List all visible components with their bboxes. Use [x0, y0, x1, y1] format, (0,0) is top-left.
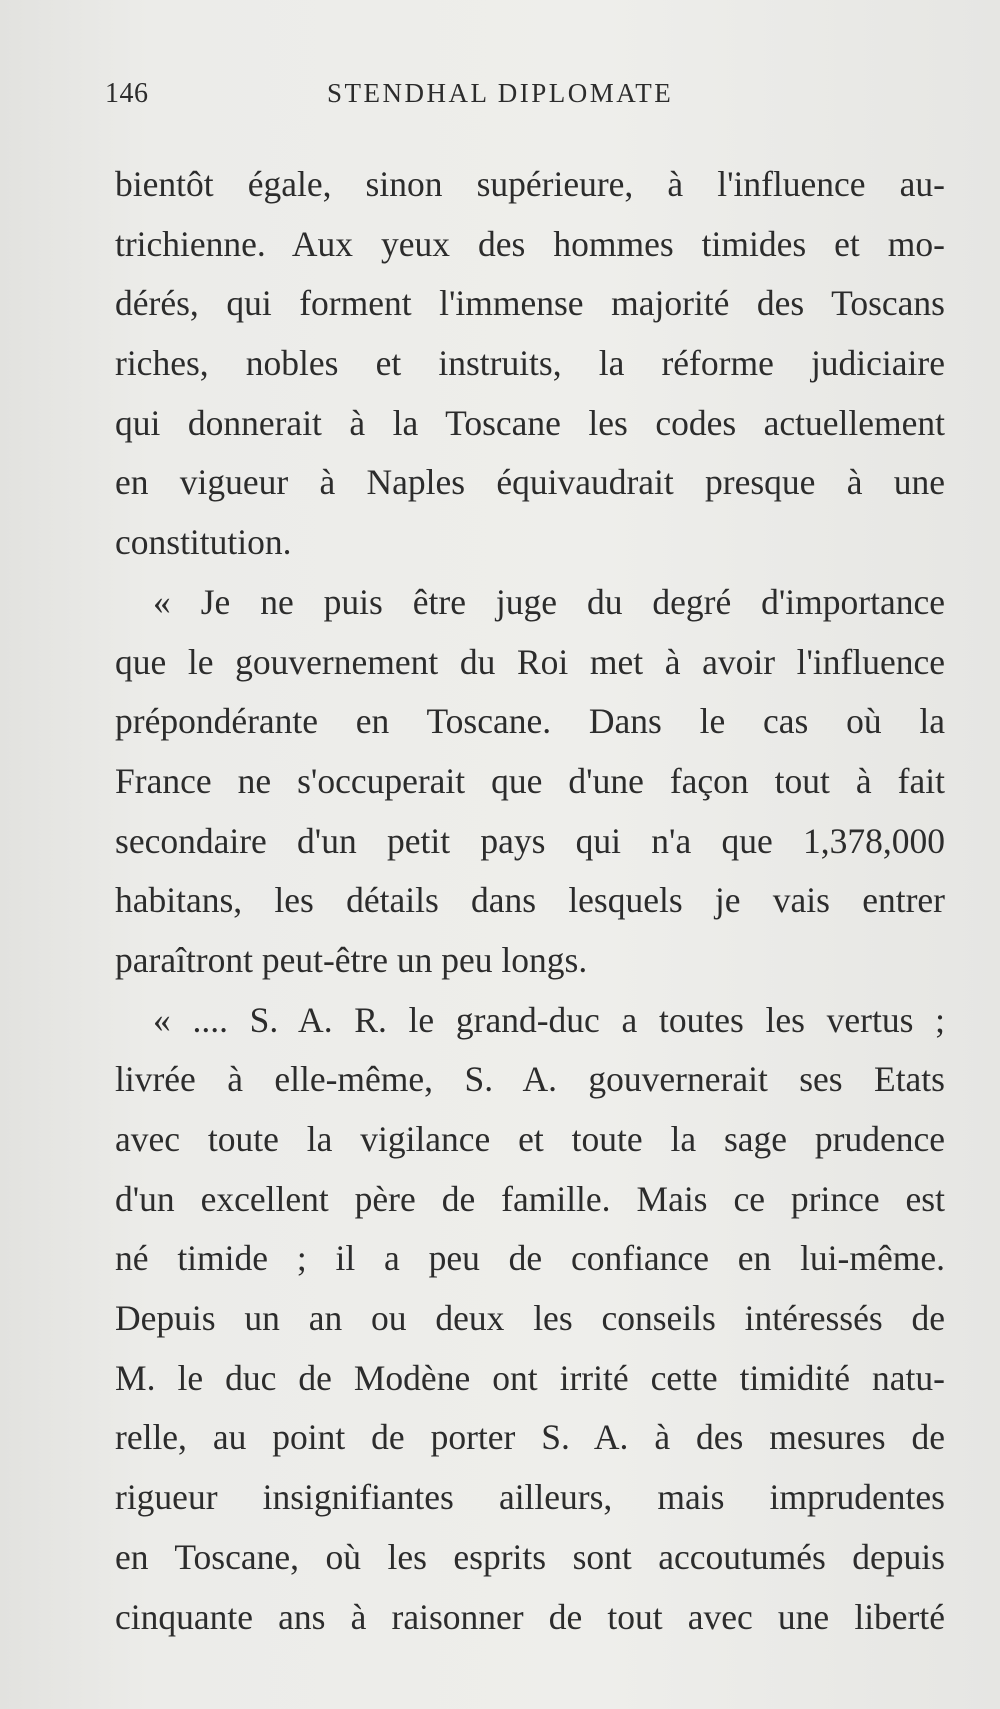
text-line: que le gouvernement du Roi met à avoir l'influence: [115, 641, 945, 682]
text-line: constitution.: [115, 522, 292, 563]
text-line: livrée à elle-même, S. A. gouvernerait ses Etats: [115, 1059, 945, 1100]
text-line: né timide ; il a peu de confiance en lui-même.: [115, 1238, 945, 1279]
text-line: avec toute la vigilance et toute la sage prudence: [115, 1119, 945, 1159]
text-line: qui donnerait à la Toscane les codes actuellement: [115, 402, 945, 443]
text-line: riches, nobles et instruits, la réforme judiciaire: [115, 343, 945, 384]
text-line: bientôt égale, sinon supérieure, à l'influence au-: [115, 164, 945, 204]
text-line: en Toscane, où les esprits sont accoutumés depuis: [115, 1536, 945, 1577]
page-number: 146: [105, 78, 149, 109]
text-line: relle, au point de porter S. A. à des mesures de: [115, 1417, 945, 1458]
text-line: M. le duc de Modène ont irrité cette timidité natu-: [115, 1357, 945, 1398]
running-title: STENDHAL DIPLOMATE: [327, 78, 674, 108]
text-line: France ne s'occuperait que d'une façon tout à fait: [115, 760, 945, 801]
text-line: dérés, qui forment l'immense majorité des Toscans: [115, 283, 945, 324]
text-line: prépondérante en Toscane. Dans le cas où la: [115, 701, 945, 742]
text-line: « Je ne puis être juge du degré d'importance: [153, 581, 945, 622]
text-line: secondaire d'un petit pays qui n'a que 1,378,000: [115, 820, 945, 861]
text-line: paraîtront peut-être un peu longs.: [115, 939, 588, 980]
text-line: d'un excellent père de famille. Mais ce prince est: [115, 1178, 945, 1219]
text-line: cinquante ans à raisonner de tout avec une liberté: [115, 1596, 945, 1637]
text-line: en vigueur à Naples équivaudrait presque à une: [115, 462, 945, 503]
page-header: [105, 78, 705, 118]
body-text: [115, 155, 945, 1647]
text-line: « .... S. A. R. le grand-duc a toutes les vertus ;: [153, 999, 945, 1040]
text-line: habitans, les détails dans lesquels je vais entrer: [115, 880, 945, 921]
text-line: Depuis un an ou deux les conseils intéressés de: [115, 1298, 945, 1339]
text-line: trichienne. Aux yeux des hommes timides et mo-: [115, 223, 945, 264]
text-line: rigueur insignifiantes ailleurs, mais imprudentes: [115, 1477, 945, 1518]
